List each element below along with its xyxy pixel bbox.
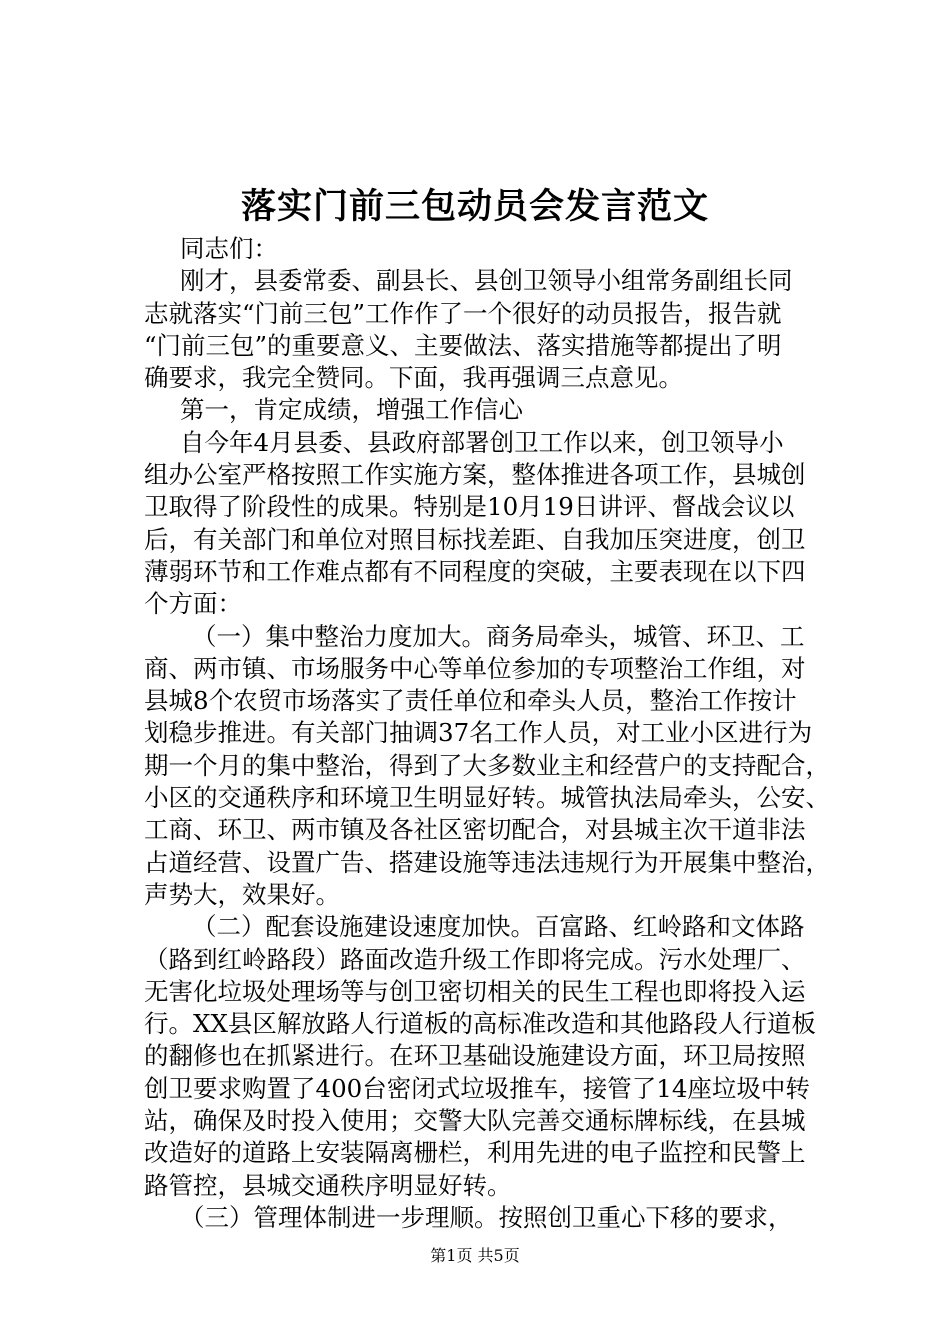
body-line: 占道经营、设置广告、搭建设施等违法违规行为开展集中整治， [144, 847, 830, 877]
body-line: “门前三包”的重要意义、主要做法、落实措施等都提出了明 [144, 330, 782, 360]
body-line: 改造好的道路上安装隔离栅栏，利用先进的电子监控和民警上 [144, 1138, 806, 1168]
body-line: 小区的交通秩序和环境卫生明显好转。城管执法局牵头，公安、 [144, 783, 830, 813]
body-line: （路到红岭路段）路面改造升级工作即将完成。污水处理厂、 [144, 944, 806, 974]
body-line: 志就落实“门前三包”工作作了一个很好的动员报告，报告就 [144, 298, 782, 328]
body-line: 期一个月的集中整治，得到了大多数业主和经营户的支持配合， [144, 750, 830, 780]
section-heading: 第一，肯定成绩，增强工作信心 [180, 395, 523, 425]
body-line: 刚才，县委常委、副县长、县创卫领导小组常务副组长同 [180, 266, 793, 296]
body-line: 路管控，县城交通秩序明显好转。 [144, 1170, 512, 1200]
body-line: 确要求，我完全赞同。下面，我再强调三点意见。 [144, 363, 683, 393]
body-line: 个方面： [144, 589, 242, 619]
body-line: 行。XX县区解放路人行道板的高标准改造和其他路段人行道板 [144, 1009, 816, 1039]
body-line: 站，确保及时投入使用；交警大队完善交通标牌标线，在县城 [144, 1106, 806, 1136]
body-line: 卫取得了阶段性的成果。特别是10月19日讲评、督战会议以 [144, 492, 795, 522]
document-title: 落实门前三包动员会发言范文 [240, 186, 709, 227]
body-line: 商、两市镇、市场服务中心等单位参加的专项整治工作组，对 [144, 653, 806, 683]
body-line: （一）集中整治力度加大。商务局牵头，城管、环卫、工 [192, 621, 805, 651]
body-line: 县城8个农贸市场落实了责任单位和牵头人员，整治工作按计 [144, 686, 797, 716]
body-line: 划稳步推进。有关部门抽调37名工作人员，对工业小区进行为 [144, 718, 813, 748]
body-line: 组办公室严格按照工作实施方案，整体推进各项工作，县城创 [144, 460, 806, 490]
body-line: 无害化垃圾处理场等与创卫密切相关的民生工程也即将投入运 [144, 976, 806, 1006]
document-body [144, 233, 834, 1234]
body-line: 工商、环卫、两市镇及各社区密切配合，对县城主次干道非法 [144, 815, 806, 845]
body-line: 后，有关部门和单位对照目标找差距、自我加压突进度，创卫 [144, 524, 806, 554]
body-line: 创卫要求购置了400台密闭式垃圾推车，接管了14座垃圾中转 [144, 1073, 810, 1103]
salutation-line: 同志们： [180, 234, 278, 263]
body-line: （三）管理体制进一步理顺。按照创卫重心下移的要求， [180, 1202, 793, 1232]
body-line: 薄弱环节和工作难点都有不同程度的突破，主要表现在以下四 [144, 556, 806, 586]
body-line: 自今年4月县委、县政府部署创卫工作以来，创卫领导小 [180, 427, 784, 457]
page-footer: 第1页 共5页 [430, 1246, 520, 1265]
body-line: 的翻修也在抓紧进行。在环卫基础设施建设方面，环卫局按照 [144, 1041, 806, 1071]
body-line: 声势大，效果好。 [144, 879, 340, 909]
body-line: （二）配套设施建设速度加快。百富路、红岭路和文体路 [192, 912, 805, 942]
